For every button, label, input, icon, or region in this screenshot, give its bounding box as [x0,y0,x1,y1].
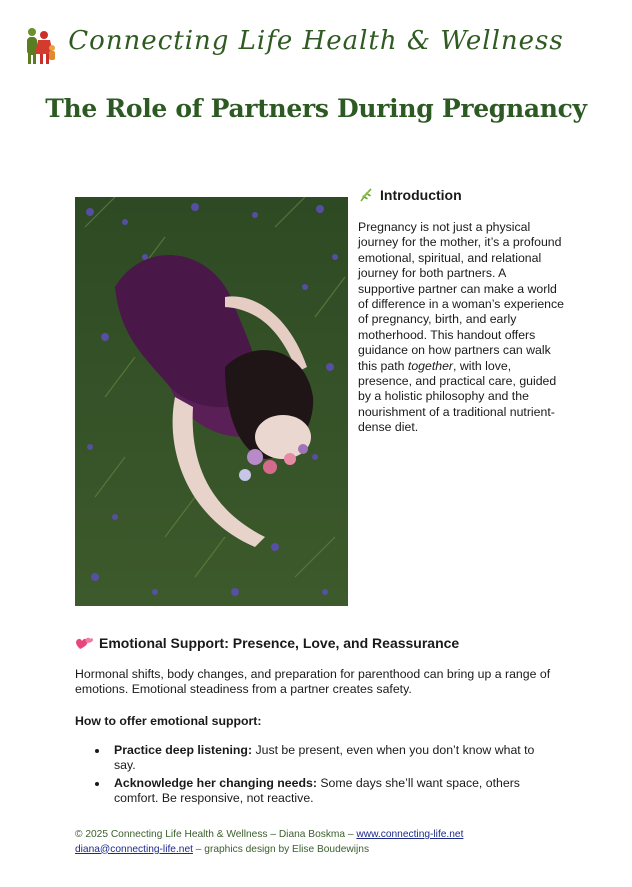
brand-name: Connecting Life Health & Wellness [68,26,564,56]
emotional-support-paragraph: Hormonal shifts, body changes, and preparation for parenthood can bring up a range of emotions. Emotional steadiness from a partner creates safety. [75,667,551,697]
footer [75,828,463,857]
tip-text: Just be present, even when you don’t know what to say. [114,743,535,773]
credits-text: – graphics design by Elise Boudewijns [192,843,370,855]
emotional-support-heading-text: Emotional Support: Presence, Love, and Reassurance [99,635,460,651]
website-link[interactable]: www.connecting-life.net [356,829,464,840]
intro-heading-text: Introduction [380,187,462,203]
footer-line-1 [75,828,463,843]
list-item [75,776,555,807]
pregnant-woman-lying-in-bluebells-image [75,197,348,606]
intro-paragraph [358,220,564,436]
emotional-support-heading [75,635,459,651]
list-item [75,743,555,774]
tip-title: Practice deep listening: [114,743,253,757]
intro-heading [358,187,462,203]
intro-emphasis: together [407,358,454,373]
tip-text: Some days she’ll want space, others comfort. Be responsive, not reactive. [114,775,520,806]
two-hearts-icon [75,635,93,651]
footer-line-2 [75,843,463,858]
email-link[interactable]: diana@connecting-life.net [75,843,193,855]
herb-icon [358,187,374,203]
how-to-heading: How to offer emotional support: [75,714,262,728]
intro-text-start: Pregnancy is not just a physical journey for the mother, it’s a profound emotional, spiritual, and relational journey for both partners. A supportive partner can make a world of difference in a woman’s experience of pregnancy, birth, and early motherhood. This handout offers guidance on how partners can walk this path [358,220,564,373]
page-title: The Role of Partners During Pregnancy [45,94,587,123]
tip-title: Acknowledge her changing needs: [114,775,317,790]
copyright-text: © 2025 Connecting Life Health & Wellness – Diana Boskma – [75,829,357,840]
intro-text-end: , with love, presence, and practical care, guided by a holistic philosophy and the nourishment of a traditional nutrient-dense diet. [358,358,557,435]
tips-list [75,743,555,809]
